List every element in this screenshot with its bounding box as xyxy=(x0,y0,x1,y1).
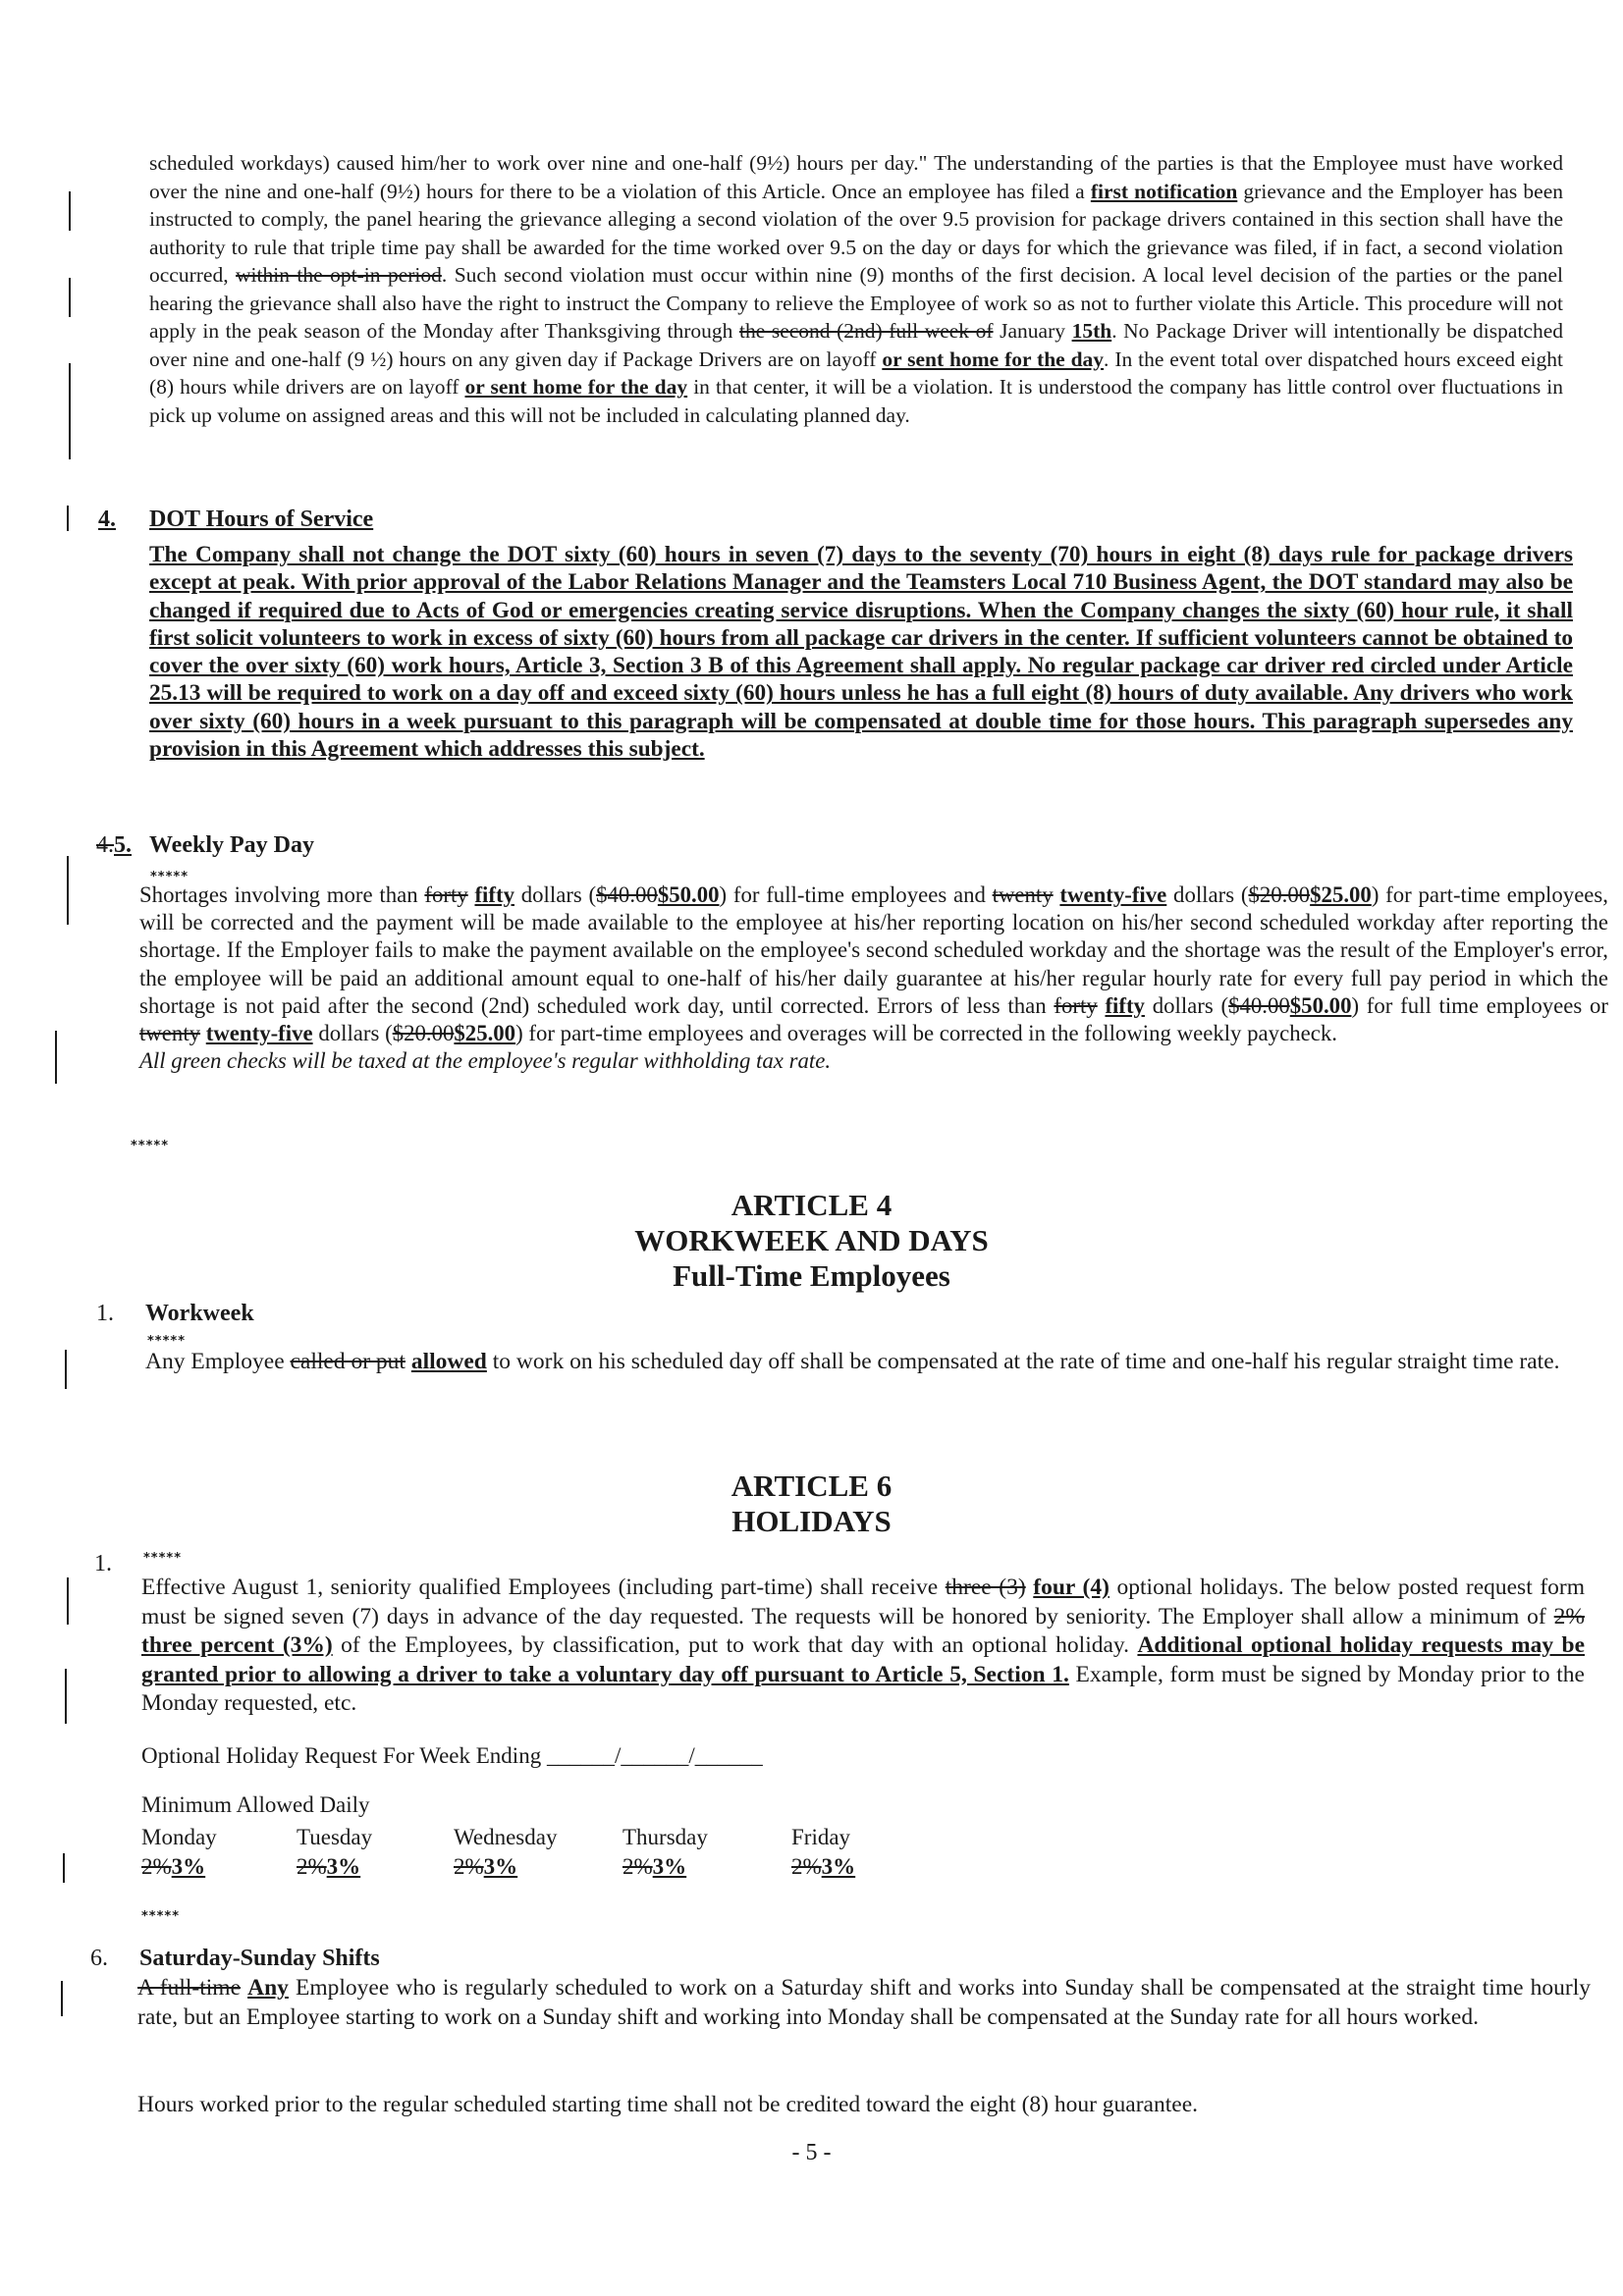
omission-marker: ***** xyxy=(143,1551,182,1566)
form-blank: ______ xyxy=(694,1743,763,1768)
dot-section-number: 4. xyxy=(98,507,116,532)
omission-marker: ***** xyxy=(147,1334,186,1349)
italic-note: All green checks will be taxed at the employee's regular withholding tax rate. xyxy=(139,1048,832,1074)
day-label: Thursday xyxy=(622,1825,708,1849)
deleted-text: forty xyxy=(424,882,468,907)
overtime-paragraph xyxy=(149,149,1563,429)
revision-bar xyxy=(67,1577,69,1625)
guarantee-paragraph: Hours worked prior to the regular scheduled starting time shall not be credited toward the eight (8) hour guarantee. xyxy=(137,2092,1199,2117)
inserted-text: allowed xyxy=(410,1349,487,1374)
deleted-text: $40.00 xyxy=(596,882,658,907)
inserted-text: 15th xyxy=(1071,319,1112,343)
day-value: 2%3% xyxy=(297,1854,361,1879)
deleted-text: $20.00 xyxy=(392,1021,455,1046)
omission-marker: ***** xyxy=(131,1139,169,1153)
shifts-heading: Saturday-Sunday Shifts xyxy=(139,1946,380,1971)
holiday-paragraph: Effective August 1, seniority qualified Employees (including part-time) shall receive three (3) four (4) optional holidays. The below posted request form must be signed seven (7) days in advance of the day requested. The requests will be honored by seniority. The Employer shall allow a minimum of 2% three percent (3%) of the Employees, by classification, put to work that day with an optional holiday. Additional optional holiday requests may be granted prior to allowing a driver to take a voluntary day off pursuant to Article 5, Section 1. Example, form must be signed by Monday prior to the Monday requested, etc. xyxy=(141,1575,1585,1716)
day-value: 2%3% xyxy=(622,1854,687,1879)
day-value: 2%3% xyxy=(141,1854,206,1879)
revision-bar xyxy=(67,506,69,531)
deleted-text: the second (2nd) full week of xyxy=(738,319,994,343)
deleted-text: $20.00 xyxy=(1248,882,1311,907)
day-label: Tuesday xyxy=(297,1825,373,1849)
revision-bar xyxy=(69,191,71,231)
dot-paragraph xyxy=(149,541,1573,763)
revision-bar xyxy=(65,1350,67,1389)
inserted-text: Any xyxy=(247,1975,289,2001)
deleted-text: twenty xyxy=(992,882,1054,907)
article-4-heading: ARTICLE 4 WORKWEEK AND DAYS Full-Time Employees xyxy=(634,1188,989,1293)
workweek-paragraph: Any Employee called or put allowed to work on his scheduled day off shall be compensated at the rate of time and one-half his regular straight time rate. xyxy=(145,1349,1560,1374)
inserted-text: or sent home for the day xyxy=(882,347,1105,371)
page-number: - 5 - xyxy=(791,2140,832,2165)
text: . In the event total over dispatched hours exceed eight (8) hours while drivers are on layoff xyxy=(149,347,1563,399)
inserted-text: $25.00 xyxy=(1310,882,1372,907)
revision-bar xyxy=(67,856,69,925)
minimum-label: Minimum Allowed Daily xyxy=(141,1792,370,1817)
revision-bar xyxy=(55,1031,57,1084)
form-label: Optional Holiday Request For Week Ending xyxy=(141,1743,542,1768)
pay-paragraph: Shortages involving more than forty fifty dollars ($40.00$50.00) for full-time employees and twenty twenty-five dollars ($20.00$25.00) for part-time employees, will be corrected and the payment will be made available to the employee at his/her reporting location on his/her second scheduled workday after reporting the shortage. If the Employer fails to make the payment available on the employee's second scheduled workday and the shortage was the result of the Employer's error, the employee will be paid an additional amount equal to one-half of his/her daily guarantee at his/her regular hourly rate for every full pay period in which the shortage is not paid after the second (2nd) scheduled work day, until corrected. Errors of less than forty fifty dollars ($40.00$50.00) for full time employees or twenty twenty-five dollars ($20.00$25.00) for part-time employees and overages will be corrected in the following weekly paycheck. All green checks will be taxed at the employee's regular withholding tax rate. xyxy=(139,882,1608,1074)
revision-bar xyxy=(63,1853,65,1883)
inserted-text: three percent (3%) xyxy=(141,1632,333,1658)
deleted-text: forty xyxy=(1054,992,1098,1018)
deleted-text: $40.00 xyxy=(1228,992,1290,1018)
inserted-text: or sent home for the day xyxy=(464,375,688,399)
day-value: 2%3% xyxy=(791,1854,856,1879)
pay-section-title: Weekly Pay Day xyxy=(149,832,314,858)
inserted-text: $50.00 xyxy=(657,882,720,907)
text: . No Package Driver will intentionally be dispatched over nine and one-half (9 ½) hours on any given day if Package Drivers are on layoff xyxy=(149,319,1564,371)
text: scheduled workdays) caused him/her to work over nine and one-half (9½) hours per day." The understanding of the parties is that the Employee must have worked over the nine and one-half (9½) hours for there to be a violation of this Article. Once an employee has filed a xyxy=(149,151,1563,203)
inserted-text: fifty xyxy=(1105,992,1145,1018)
shifts-number: 6. xyxy=(90,1946,108,1971)
form-blank: ______ xyxy=(621,1743,689,1768)
text: in that center, it will be a violation. It is understood the company has little control over fluctuations in pick up volume on assigned areas and this will not be included in calculating planned day. xyxy=(149,375,1563,427)
article-6-heading: ARTICLE 6 HOLIDAYS xyxy=(730,1468,893,1538)
inserted-text: four (4) xyxy=(1033,1575,1109,1600)
day-value: 2%3% xyxy=(454,1854,518,1879)
inserted-text: twenty-five xyxy=(1059,882,1167,907)
omission-marker: ***** xyxy=(150,870,189,884)
workweek-heading: Workweek xyxy=(145,1301,254,1326)
text: . Such second violation must occur within nine (9) months of the first decision. A local level decision of the parties or the panel hearing the grievance shall also have the right to instruct the Company to relieve the Employee of work so as not to further violate this Article. This procedure will not apply in the peak season of the Monday after Thanksgiving through xyxy=(149,263,1564,343)
inserted-text: Additional optional holiday requests may be granted prior to allowing a driver to take a voluntary day off pursuant to Article 5, Section 1. xyxy=(141,1632,1585,1687)
inserted-text: $50.00 xyxy=(1289,992,1352,1018)
holiday-number: 1. xyxy=(94,1551,112,1576)
revision-bar xyxy=(61,1981,63,2016)
deleted-text: twenty xyxy=(139,1021,201,1046)
day-label: Friday xyxy=(791,1825,851,1849)
omission-marker: ***** xyxy=(141,1909,180,1924)
pay-section-number: 4.5. xyxy=(96,832,132,858)
revision-bar xyxy=(65,1669,67,1724)
minimum-daily-table xyxy=(141,1823,929,1882)
deleted-text: A full-time xyxy=(137,1975,241,2001)
inserted-text: $25.00 xyxy=(454,1021,516,1046)
deleted-text: three (3) xyxy=(945,1575,1026,1600)
inserted-text: twenty-five xyxy=(205,1021,313,1046)
holiday-request-form: Optional Holiday Request For Week Ending ______/______/______ xyxy=(141,1743,763,1768)
workweek-number: 1. xyxy=(96,1301,114,1326)
inserted-text: fifty xyxy=(474,882,514,907)
inserted-text: first notification xyxy=(1090,179,1238,203)
day-label: Monday xyxy=(141,1825,217,1849)
deleted-text: within the opt-in period xyxy=(236,263,442,287)
text: January xyxy=(993,319,1072,343)
deleted-text: called or put xyxy=(290,1349,406,1374)
form-blank: ______ xyxy=(546,1743,615,1768)
revision-bar xyxy=(69,278,71,317)
dot-section-title: DOT Hours of Service xyxy=(149,507,374,532)
inserted-text: The Company shall not change the DOT sixty (60) hours in seven (7) days to the seventy (70) hours in eight (8) days rule for package drivers except at peak. With prior approval of the Labor Relations Manager and the Teamsters Local 710 Business Agent, the DOT standard may also be changed if required due to Acts of God or emergencies creating service disruptions. When the Company changes the sixty (60) hour rule, it shall first solicit volunteers to work in excess of sixty (60) hours from all package car drivers in the center. If sufficient volunteers cannot be obtained to cover the over sixty (60) work hours, Article 3, Section 3 B of this Agreement shall apply. No regular package car driver red circled under Article 25.13 will be required to work on a day off and exceed sixty (60) hours unless he has a full eight (8) hours of duty available. Any drivers who work over sixty (60) hours in a week pursuant to this paragraph will be compensated at double time for those hours. This paragraph supersedes any provision in this Agreement which addresses this subject. xyxy=(149,542,1573,763)
shifts-paragraph: A full-time Any Employee who is regularly scheduled to work on a Saturday shift and works into Sunday shall be compensated at the straight time hourly rate, but an Employee starting to work on a Sunday shift and working into Monday shall be compensated at the Sunday rate for all hours worked. xyxy=(137,1975,1591,2030)
day-label: Wednesday xyxy=(454,1825,558,1849)
text: grievance and the Employer has been instructed to comply, the panel hearing the grievance alleging a second violation of the over 9.5 provision for package drivers contained in this section shall have the authority to rule that triple time pay shall be awarded for the time worked over 9.5 on the day or days for which the grievance was filed, if in fact, a second violation occurred, xyxy=(149,179,1564,287)
revision-bar xyxy=(69,363,71,459)
deleted-text: 2% xyxy=(1553,1603,1585,1629)
